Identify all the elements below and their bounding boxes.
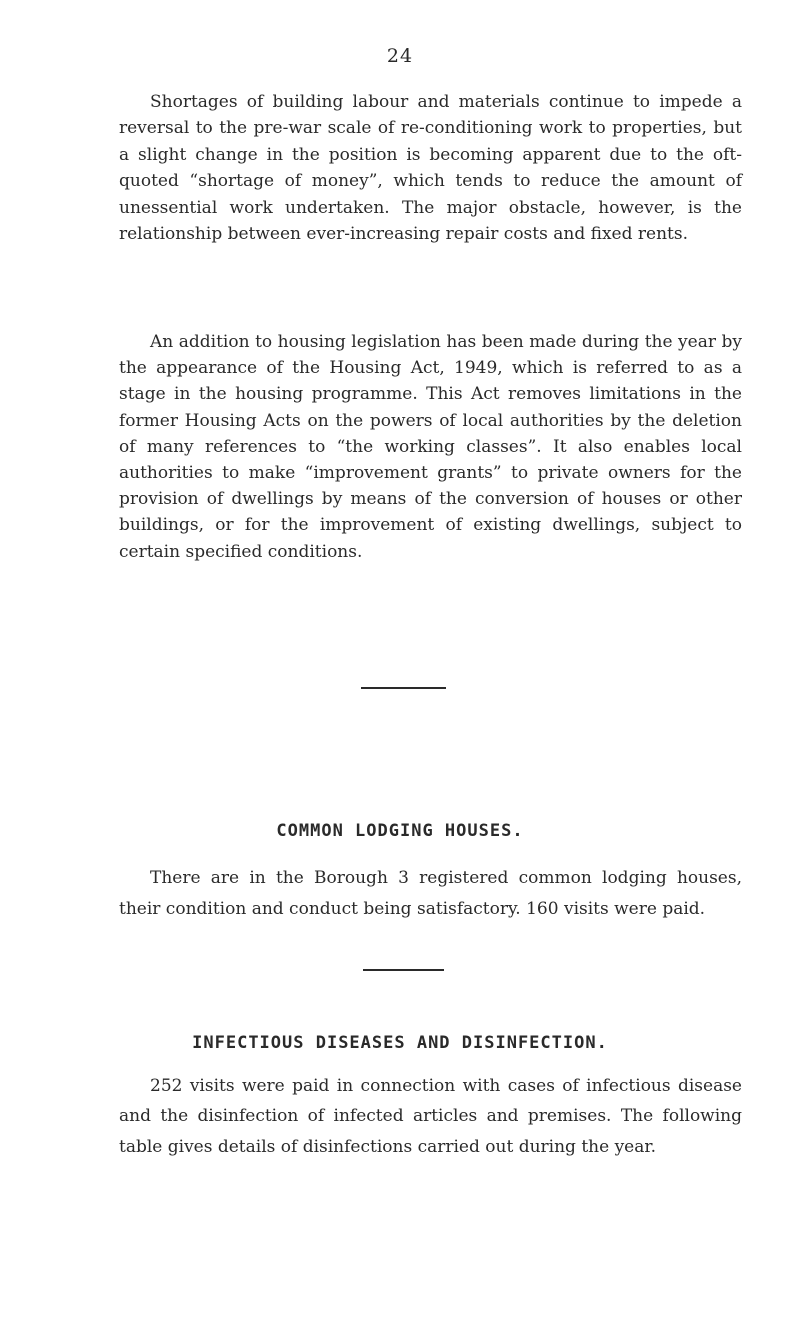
page-number: 24 xyxy=(386,45,414,67)
section-divider xyxy=(363,969,444,971)
paragraph-infectious-diseases: 252 visits were paid in connection with cases of infectious disease and the disinfection of infected articles and premises. The following table gives details of disinfections carried out during the year. xyxy=(119,1076,742,1157)
paragraph-lodging-houses: There are in the Borough 3 registered common lodging houses, their condition and conduct being satisfactory. 160 visits were paid. xyxy=(119,868,742,919)
section-heading-infectious-diseases: INFECTIOUS DISEASES AND DISINFECTION. xyxy=(192,1033,608,1053)
paragraph-housing-act: An addition to housing legislation has been made during the year by the appearance of the Housing Act, 1949, which is referred to as a stage in the housing programme. This Act removes limitations in the former Housing Acts on the powers of local authorities by the deletion of many references to “the working classes”. It also enables local authorities to make “improvement grants” to private owners for the provision of dwellings by means of the conversion of houses or other buildings, or for the improvement of existing dwellings, subject to certain specified conditions. xyxy=(119,332,742,562)
paragraph-repairs: Shortages of building labour and materials continue to impede a reversal to the pre-war scale of re-conditioning work to properties, but a slight change in the position is becoming apparent due to the oft-quoted “shortage of money”, which tends to reduce the amount of unessential work undertaken. The major obstacle, however, is the relationship between ever-increasing repair costs and fixed rents. xyxy=(119,92,742,245)
section-heading-lodging-houses: COMMON LODGING HOUSES. xyxy=(276,821,524,841)
section-divider xyxy=(361,687,446,689)
